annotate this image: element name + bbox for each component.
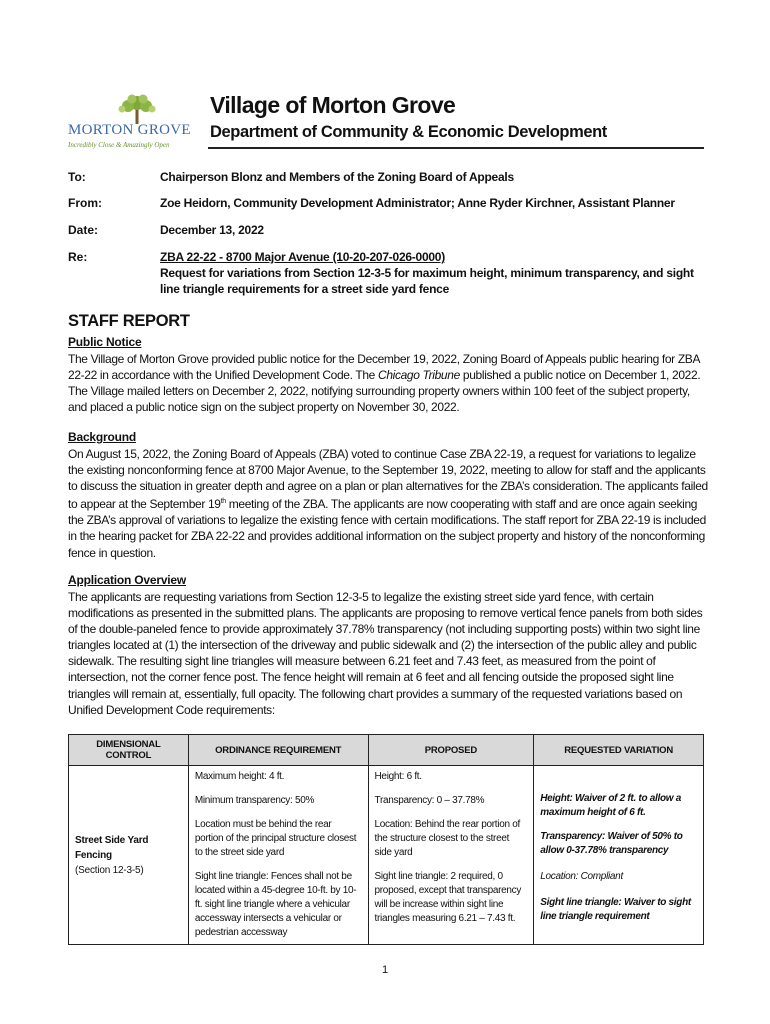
col-header-proposed: PROPOSED [368, 735, 534, 766]
proposed-item: Location: Behind the rear portion of the structure closest to the street side yard [374, 819, 520, 858]
requirement-cell [188, 766, 368, 945]
variations-table [68, 734, 704, 945]
requirement-item: Maximum height: 4 ft. [194, 771, 285, 782]
table-row [69, 766, 704, 945]
variation-cell [534, 766, 704, 945]
to-label: To: [68, 170, 86, 184]
table-header-row [69, 735, 704, 766]
application-overview-heading: Application Overview [68, 573, 187, 587]
requirement-item: Sight line triangle: Fences shall not be located within a 45-degree 10-ft. by 10-ft. sight line triangle where a vehicular accessway intersects a vehicular or pedestrian accessway [194, 871, 357, 938]
morton-grove-logo [64, 94, 196, 154]
requirement-item: Minimum transparency: 50% [194, 795, 315, 806]
variation-item: Height: Waiver of 2 ft. to allow a maximum height of 6 ft. [540, 793, 681, 818]
from-value: Zoe Heidorn, Community Development Administrator; Anne Ryder Kirchner, Assistant Planner [160, 196, 675, 210]
page-title: Village of Morton Grove [210, 92, 456, 118]
proposed-item: Sight line triangle: 2 required, 0 proposed, except that transparency will be increase within sight line triangles measuring 6.21 – 7.43 ft. [374, 871, 522, 924]
from-label: From: [68, 196, 102, 210]
col-header-control: DIMENSIONAL CONTROL [69, 735, 189, 766]
logo-tagline: Incredibly Close & Amazingly Open [68, 141, 170, 149]
control-name-1: Street Side Yard [75, 834, 149, 846]
col-header-variation: REQUESTED VARIATION [534, 735, 704, 766]
re-request-line: Request for variations from Section 12-3-5 for maximum height, minimum transparency, and sight [160, 266, 694, 280]
control-cell [69, 766, 189, 945]
variation-item: Sight line triangle: Waiver to sight line triangle requirement [540, 897, 691, 922]
re-case-line: ZBA 22-22 - 8700 Major Avenue (10-20-207-026-0000) [160, 250, 445, 264]
page-number: 1 [381, 964, 389, 976]
department-subtitle: Department of Community & Economic Development [210, 123, 607, 141]
tree-icon [116, 94, 158, 124]
re-label: Re: [68, 250, 88, 264]
control-name-2: Fencing [75, 849, 112, 861]
proposed-item: Height: 6 ft. [374, 771, 422, 782]
requirement-item: Location must be behind the rear portion of the principal structure closest to the street side yard [194, 819, 357, 858]
date-label: Date: [68, 223, 99, 237]
background-text: On August 15, 2022, the Zoning Board of Appeals (ZBA) voted to continue Case ZBA 22-19, a request for variations to legalize the existing nonconforming fence at 8700 Major Avenue, to the September 19, 2022, meeting to allow for staff and the applicants to discuss the situation in greater depth and agree on a plan or plan alternatives for the ZBA’s consideration. The applicants failed to appear at the September 19th meeting of the ZBA. The applicants are now cooperating with staff and are once again seeking the ZBA’s approval of variations to legalize the existing fence with certain modifications. The staff report for ZBA 22-19 is included in the hearing packet for ZBA 22-22 and provides additional information on the subject property and history of the nonconforming fence in question. [68, 447, 708, 560]
staff-report-heading: STAFF REPORT [68, 312, 190, 330]
proposed-cell [368, 766, 534, 945]
variation-item: Transparency: Waiver of 50% to allow 0-37.78% transparency [540, 831, 683, 856]
background-heading: Background [68, 430, 137, 444]
date-value: December 13, 2022 [160, 223, 264, 237]
to-value: Chairperson Blonz and Members of the Zoning Board of Appeals [160, 170, 514, 184]
public-notice-text: The Village of Morton Grove provided public notice for the December 19, 2022, Zoning Board of Appeals public hearing for ZBA 22-22 in accordance with the Unified Development Code. The Chicago Tribune published a public notice on December 1, 2022. The Village mailed letters on December 2, 2022, notifying surrounding property owners within 100 feet of the subject property, and placed a public notice sign on the subject property on November 30, 2022. [68, 352, 701, 415]
public-notice-heading: Public Notice [68, 335, 142, 349]
re-request-line-2: line triangle requirements for a street side yard fence [160, 282, 450, 296]
control-section: (Section 12-3-5) [75, 864, 144, 876]
logo-wordmark: MORTON GROVE [68, 122, 191, 138]
col-header-requirement: ORDINANCE REQUIREMENT [188, 735, 368, 766]
variation-item: Location: Compliant [540, 871, 623, 882]
header-divider [208, 147, 704, 149]
proposed-item: Transparency: 0 – 37.78% [374, 795, 485, 806]
application-overview-text: The applicants are requesting variations from Section 12-3-5 to legalize the existing street side yard fence, with certain modifications as presented in the submitted plans. The applicants are proposing to remove vertical fence panels from both sides of the double-paneled fence to provide approximately 37.78% transparency (not including supporting posts) within two sight line triangles located at (1) the intersection of the driveway and public sidewalk and (2) the intersection of the public alley and public sidewalk. The resulting sight line triangles will measure between 6.21 feet and 7.43 feet, as measured from the point of intersection, not the corner fence post. The fence height will remain at 6 feet and all fencing outside the proposed sight line triangles will remain at, essentially, full opacity. The following chart provides a summary of the requested variations based on Unified Development Code requirements: [68, 590, 703, 717]
